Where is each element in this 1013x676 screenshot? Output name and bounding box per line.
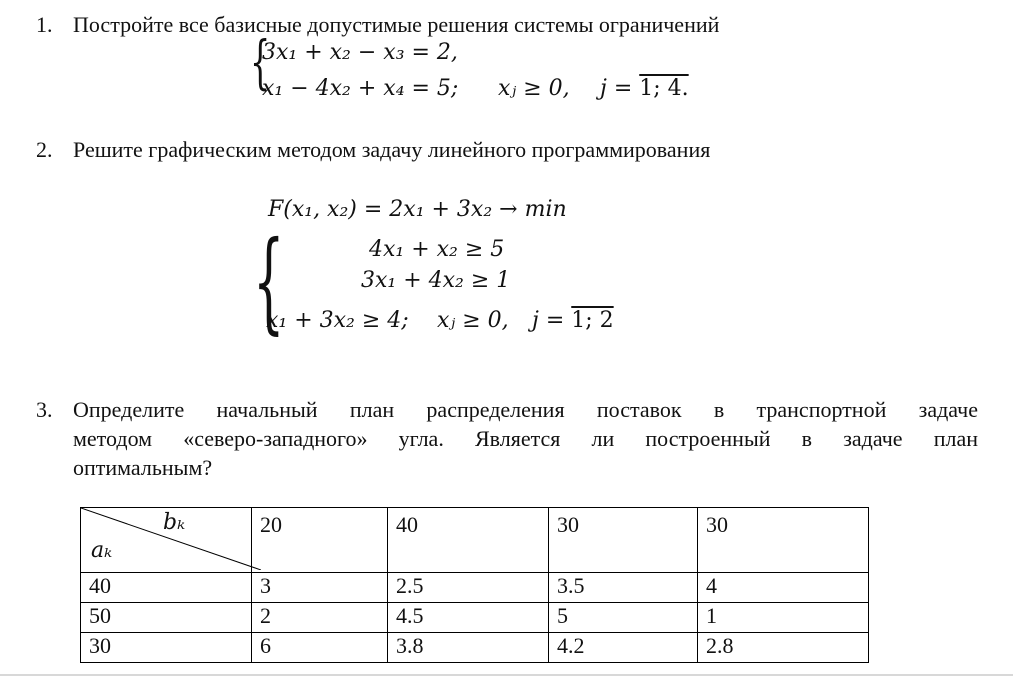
a-value: 30 <box>81 633 252 663</box>
task2-constraint-2: 3x₁ + 4x₂ ≥ 1 <box>361 268 511 293</box>
task2-index-range: j = 1; 2 <box>532 308 614 333</box>
cost-cell: 2.8 <box>698 633 869 663</box>
task3-line-3: оптимальным? <box>73 455 213 480</box>
corner-a-label: aₖ <box>91 538 113 563</box>
task2-brace: { <box>253 217 285 345</box>
task3-line-2: методом «северо-западного» угла. Является ли построенный в задаче план <box>73 426 978 451</box>
cost-cell: 1 <box>698 603 869 633</box>
task2-text: Решите графическим методом задачу линейного программирования <box>73 137 711 162</box>
task2-number: 2. <box>36 137 53 162</box>
b-value: 30 <box>698 508 869 573</box>
task1-number: 1. <box>36 12 53 37</box>
corner-b-label: bₖ <box>163 510 186 535</box>
b-value: 20 <box>252 508 388 573</box>
cost-cell: 3.8 <box>388 633 549 663</box>
task2-objective: F(x₁, x₂) = 2x₁ + 3x₂ → min <box>268 197 567 222</box>
task1-text: Постройте все базисные допустимые решения системы ограничений <box>73 12 720 37</box>
a-value: 50 <box>81 603 252 633</box>
cost-cell: 2.5 <box>388 573 549 603</box>
table-row <box>81 573 869 603</box>
cost-cell: 5 <box>549 603 698 633</box>
task2-constraint-3: x₁ + 3x₂ ≥ 4; <box>266 308 409 333</box>
b-value: 40 <box>388 508 549 573</box>
cost-cell: 3.5 <box>549 573 698 603</box>
table-row <box>81 633 869 663</box>
cost-cell: 4 <box>698 573 869 603</box>
cost-cell: 4.2 <box>549 633 698 663</box>
a-value: 40 <box>81 573 252 603</box>
cost-cell: 4.5 <box>388 603 549 633</box>
task1-brace: { <box>250 28 271 96</box>
b-value: 30 <box>549 508 698 573</box>
task1-equation-2: x₁ − 4x₂ + x₄ = 5; <box>262 76 459 101</box>
task1-index-range: j = 1; 4. <box>600 76 689 101</box>
task1-nonnegativity: xⱼ ≥ 0, <box>498 76 570 101</box>
task2-nonnegativity: xⱼ ≥ 0, <box>437 308 509 333</box>
table-header-row <box>81 508 869 573</box>
task3-number: 3. <box>36 397 53 422</box>
cost-cell: 2 <box>252 603 388 633</box>
task3-line-1: Определите начальный план распределения поставок в транспортной задаче <box>73 397 978 422</box>
task2-constraint-1: 4x₁ + x₂ ≥ 5 <box>369 237 505 262</box>
task1-equation-1: 3x₁ + x₂ − x₃ = 2, <box>262 40 458 65</box>
cost-cell: 6 <box>252 633 388 663</box>
table-row <box>81 603 869 633</box>
corner-cell <box>81 508 252 573</box>
transport-table <box>80 507 869 663</box>
cost-cell: 3 <box>252 573 388 603</box>
